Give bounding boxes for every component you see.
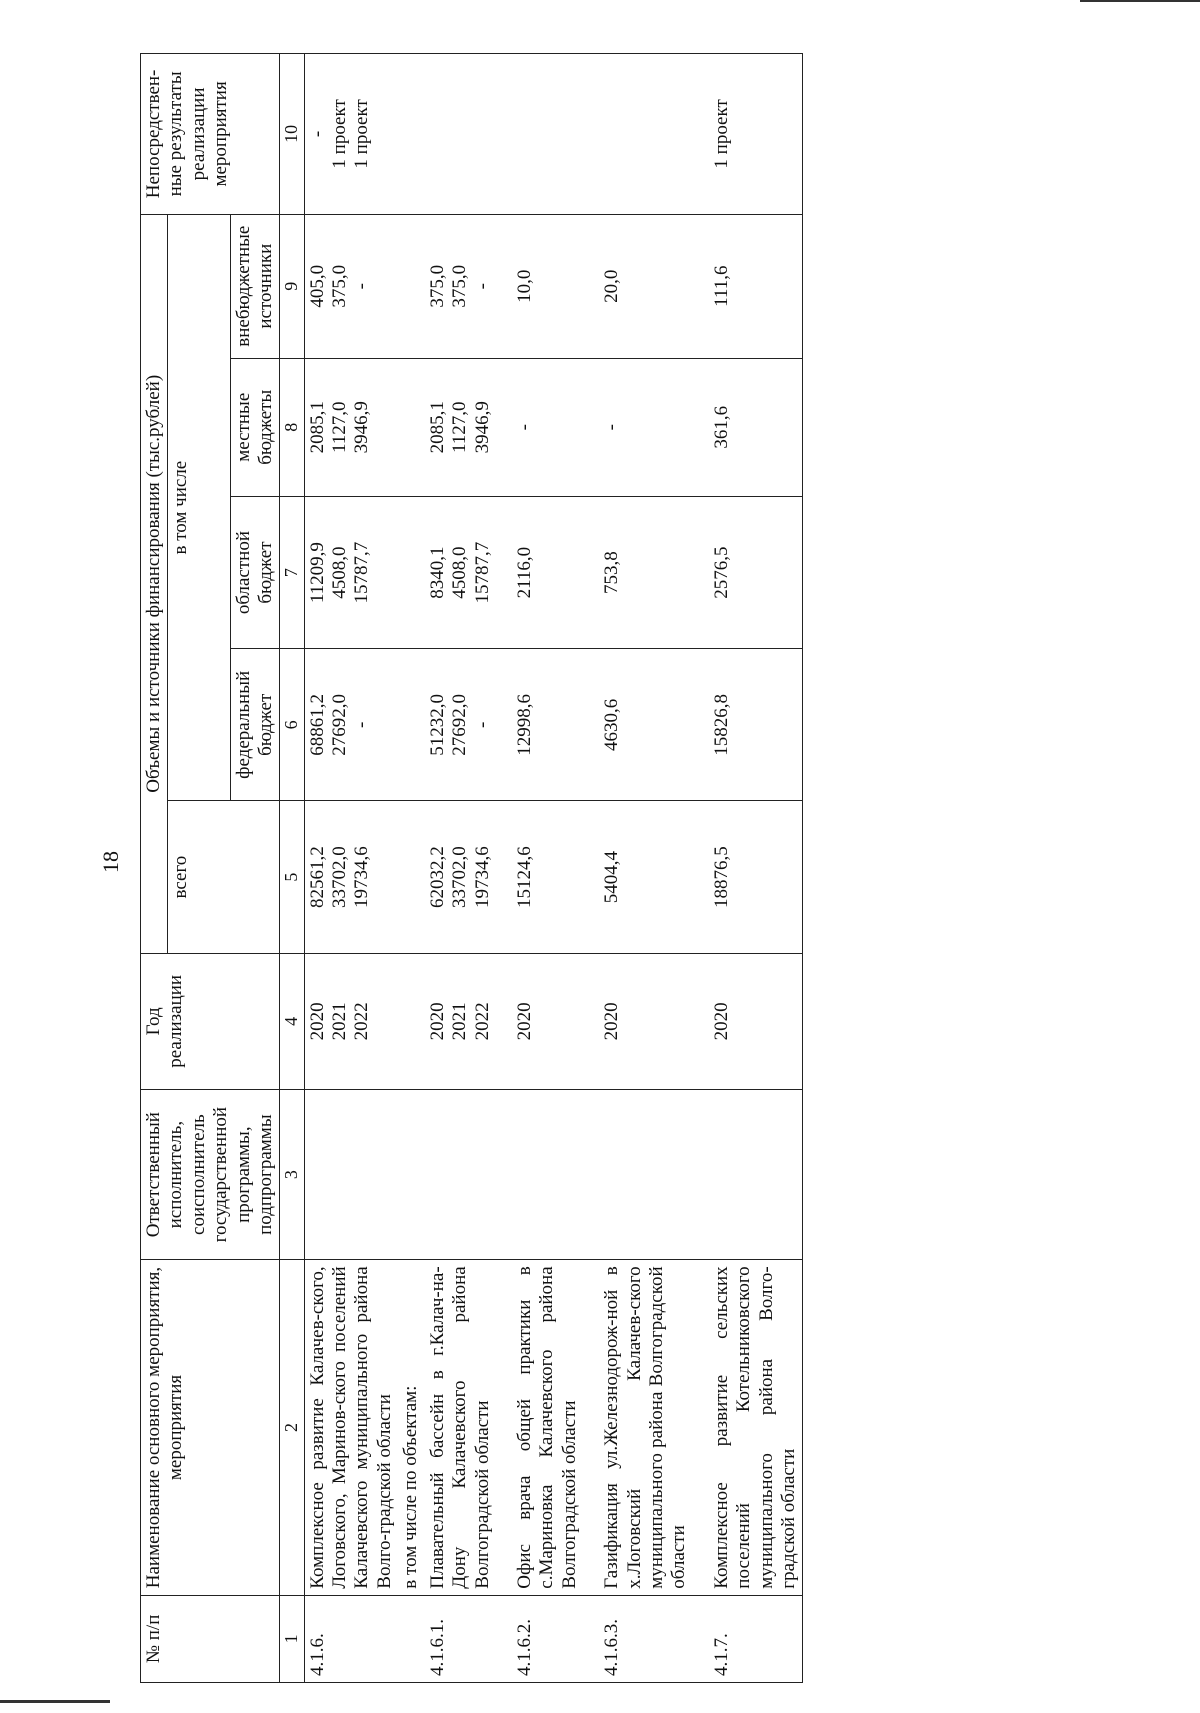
- row-executor: [304, 1089, 398, 1259]
- header-regional: областной бюджет: [230, 496, 280, 648]
- table-row: [425, 54, 496, 1683]
- table-subheader-row: [398, 54, 424, 1683]
- table-row: [304, 54, 398, 1683]
- row-regional: 753,8: [583, 496, 693, 648]
- empty-cell: [398, 358, 424, 496]
- header-federal: федеральный бюджет: [230, 649, 280, 801]
- row-code: 4.1.6.3.: [583, 1595, 693, 1682]
- row-federal: 12998,6: [496, 649, 583, 801]
- column-number: 10: [280, 54, 304, 215]
- row-result: [583, 54, 693, 215]
- header-local: местные бюджеты: [230, 358, 280, 496]
- row-total: 5404,4: [583, 801, 693, 953]
- row-executor: [425, 1089, 496, 1259]
- row-result: 1 проект: [693, 54, 803, 215]
- empty-cell: [398, 54, 424, 215]
- row-local: 2085,1 1127,0 3946,9: [425, 358, 496, 496]
- empty-cell: [398, 649, 424, 801]
- row-years: 2020: [693, 953, 803, 1089]
- row-total: 62032,2 33702,0 19734,6: [425, 801, 496, 953]
- row-name: Плавательный бассейн в г.Калач-на-Дону Калачевского района Волгоградской области: [425, 1260, 496, 1595]
- row-total: 18876,5: [693, 801, 803, 953]
- row-extra: 111,6: [693, 214, 803, 358]
- row-executor: [583, 1089, 693, 1259]
- row-extra: 405,0 375,0 -: [304, 214, 398, 358]
- row-code: 4.1.6.1.: [425, 1595, 496, 1682]
- row-regional: 2116,0: [496, 496, 583, 648]
- row-result: [496, 54, 583, 215]
- page-number: 18: [98, 851, 123, 873]
- scan-edge-line: [1080, 0, 1200, 2]
- header-including: в том числе: [168, 214, 230, 801]
- table-body: [304, 54, 803, 1683]
- column-number: 9: [280, 214, 304, 358]
- row-years: 2020: [583, 953, 693, 1089]
- row-extra: 375,0 375,0 -: [425, 214, 496, 358]
- row-code: 4.1.6.: [304, 1595, 398, 1682]
- row-extra: 10,0: [496, 214, 583, 358]
- header-num: № п/п: [141, 1595, 280, 1682]
- header-total: всего: [168, 801, 280, 953]
- header-name: Наименование основного мероприятия, мероприятия: [141, 1260, 280, 1595]
- row-name: Комплексное развитие Калачев-ского, Логовского, Маринов-ского поселений Калачевского муниципального района Волго-градской области: [304, 1260, 398, 1595]
- empty-cell: [398, 496, 424, 648]
- header-funding: Объемы и источники финансирования (тыс.рублей): [141, 214, 168, 953]
- row-federal: 68861,2 27692,0 -: [304, 649, 398, 801]
- row-years: 2020: [496, 953, 583, 1089]
- financing-table: [140, 53, 803, 1683]
- column-number: 4: [280, 953, 304, 1089]
- column-numbers-row: [280, 54, 304, 1683]
- column-number: 3: [280, 1089, 304, 1259]
- row-federal: 15826,8: [693, 649, 803, 801]
- empty-cell: [398, 214, 424, 358]
- empty-cell: [398, 1595, 424, 1682]
- row-regional: 8340,1 4508,0 15787,7: [425, 496, 496, 648]
- header-extra: внебюджетные источники: [230, 214, 280, 358]
- row-total: 82561,2 33702,0 19734,6: [304, 801, 398, 953]
- empty-cell: [398, 801, 424, 953]
- row-years: 2020 2021 2022: [304, 953, 398, 1089]
- table-row: [496, 54, 583, 1683]
- empty-cell: [398, 953, 424, 1089]
- row-extra: 20,0: [583, 214, 693, 358]
- row-result: [425, 54, 496, 215]
- header-year: Год реализации: [141, 953, 280, 1089]
- row-executor: [693, 1089, 803, 1259]
- header-executor: Ответственный исполнитель, соисполнитель государственной программы, подпрограммы: [141, 1089, 280, 1259]
- column-number: 1: [280, 1595, 304, 1682]
- row-result: - 1 проект 1 проект: [304, 54, 398, 215]
- row-regional: 2576,5: [693, 496, 803, 648]
- table-row: [693, 54, 803, 1683]
- column-number: 7: [280, 496, 304, 648]
- row-code: 4.1.6.2.: [496, 1595, 583, 1682]
- table-row: [583, 54, 693, 1683]
- empty-cell: [398, 1089, 424, 1259]
- row-federal: 4630,6: [583, 649, 693, 801]
- row-regional: 11209,9 4508,0 15787,7: [304, 496, 398, 648]
- header-result: Непосредствен-ные результаты реализации мероприятия: [141, 54, 280, 215]
- row-years: 2020 2021 2022: [425, 953, 496, 1089]
- row-name: Газификация ул.Железнодорож-ной в х.Логовский Калачев-ского муниципального района Волгоградской области: [583, 1260, 693, 1595]
- column-number: 2: [280, 1260, 304, 1595]
- column-number: 8: [280, 358, 304, 496]
- row-federal: 51232,0 27692,0 -: [425, 649, 496, 801]
- row-name: Офис врача общей практики в с.Мариновка Калачевского района Волгоградской области: [496, 1260, 583, 1595]
- row-local: 2085,1 1127,0 3946,9: [304, 358, 398, 496]
- row-code: 4.1.7.: [693, 1595, 803, 1682]
- row-local: -: [583, 358, 693, 496]
- row-subheader: в том числе по объектам:: [398, 1260, 424, 1595]
- row-executor: [496, 1089, 583, 1259]
- column-number: 5: [280, 801, 304, 953]
- table-header: [141, 54, 305, 1683]
- row-local: -: [496, 358, 583, 496]
- row-total: 15124,6: [496, 801, 583, 953]
- row-local: 361,6: [693, 358, 803, 496]
- scan-edge-line: [0, 1700, 110, 1703]
- column-number: 6: [280, 649, 304, 801]
- row-name: Комплексное развитие сельских поселений Котельниковского муниципального района Волго-градской области: [693, 1260, 803, 1595]
